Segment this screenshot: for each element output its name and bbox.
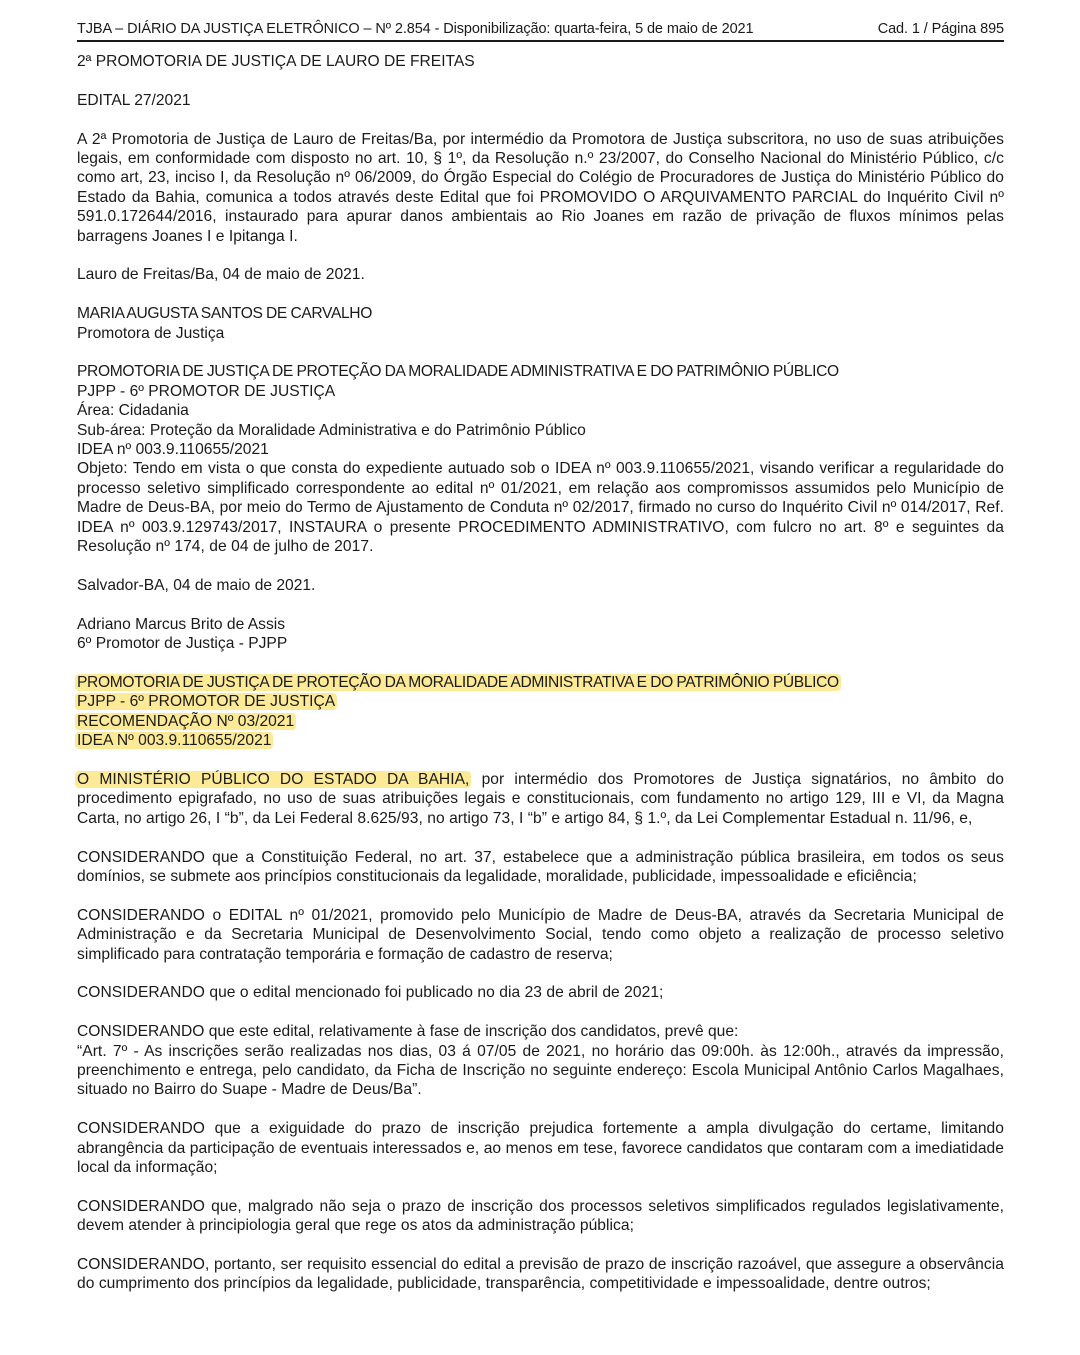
section3-title: PROMOTORIA DE JUSTIÇA DE PROTEÇÃO DA MORALIDADE ADMINISTRATIVA E DO PATRIMÔNIO PÚBLICO: [77, 673, 839, 691]
considerando-4-head: CONSIDERANDO que este edital, relativamente à fase de inscrição dos candidatos, prevê que:: [77, 1023, 739, 1041]
section2-signer-role: 6º Promotor de Justiça - PJPP: [77, 635, 288, 653]
document-body: [77, 42, 1004, 1294]
considerando-7: CONSIDERANDO, portanto, ser requisito essencial do edital a previsão de prazo de inscrição razoável, que assegure a observância do cumprimento dos princípios da legalidade, publicidade, transparência, competitividade e impessoalidade, dentre outros;: [77, 1255, 1004, 1293]
section1-signer-name: MARIA AUGUSTA SANTOS DE CARVALHO: [77, 305, 373, 323]
section3-recomendacao: RECOMENDAÇÃO Nº 03/2021: [77, 712, 295, 730]
section2-place-date: Salvador-BA, 04 de maio de 2021.: [77, 576, 316, 594]
section2-subarea: Sub-área: Proteção da Moralidade Administrativa e do Patrimônio Público: [77, 421, 586, 439]
section2-title: PROMOTORIA DE JUSTIÇA DE PROTEÇÃO DA MORALIDADE ADMINISTRATIVA E DO PATRIMÔNIO PÚBLICO: [77, 363, 839, 381]
section1-signer-role: Promotora de Justiça: [77, 324, 225, 342]
section2-idea: IDEA nº 003.9.110655/2021: [77, 441, 269, 459]
section3-heading: [77, 673, 1004, 751]
header-publication: TJBA – DIÁRIO DA JUSTIÇA ELETRÔNICO – Nº 2.854 - Disponibilização: quarta-feira, 5 de maio de 2021: [77, 21, 754, 37]
section3-intro-highlight: O MINISTÉRIO PÚBLICO DO ESTADO DA BAHIA,: [77, 770, 470, 788]
section2-subtitle: PJPP - 6º PROMOTOR DE JUSTIÇA: [77, 382, 336, 400]
section1-signature: [77, 304, 1004, 343]
section3-intro: [77, 770, 1004, 828]
section3-idea: IDEA Nº 003.9.110655/2021: [77, 732, 272, 750]
section2-signer-name: Adriano Marcus Brito de Assis: [77, 615, 286, 633]
page-header: [77, 20, 1004, 42]
considerando-6: CONSIDERANDO que, malgrado não seja o prazo de inscrição dos processos seletivos simplificados regulados legislativamente, devem atender à principiologia geral que rege os atos da administração pública;: [77, 1197, 1004, 1235]
section2-signature: [77, 615, 1004, 654]
section1-place-date: Lauro de Freitas/Ba, 04 de maio de 2021.: [77, 266, 365, 284]
section2-area: Área: Cidadania: [77, 402, 189, 420]
section3-intro-rest: por intermédio dos Promotores de Justiça signatários, no âmbito do procedimento epigrafado, no uso de suas atribuições legais e constitucionais, com fundamento no artigo 129, III e VI, da Magna Carta, no artigo 26, I “b”, da Lei Federal 8.625/93, no artigo 73, I “b” e artigo 84, § 1.º, da Lei Complementar Estadual n. 11/96, e,: [77, 770, 1004, 827]
section1-body: A 2ª Promotoria de Justiça de Lauro de Freitas/Ba, por intermédio da Promotora de Justiça subscritora, no uso de suas atribuições legais, em conformidade com disposto no art. 10, § 1º, da Resolução n.º 23/2007, do Conselho Nacional do Ministério Público, c/c como art, 23, inciso I, da Resolução nº 06/2009, do Órgão Especial do Colégio de Procuradores de Justiça do Ministério Público do Estado da Bahia, comunica a todos através deste Edital que foi PROMOVIDO O ARQUIVAMENTO PARCIAL do Inquérito Civil nº 591.0.172644/2016, instaurado para apurar danos ambientais ao Rio Joanes em razão de privação de fluxos mínimos pelas barragens Joanes I e Ipitanga I.: [77, 130, 1004, 245]
considerando-4-quote: “Art. 7º - As inscrições serão realizadas nos dias, 03 á 07/05 de 2021, no horário das 09:00h. às 12:00h., através da impressão, preenchimento e entrega, pelo candidato, da Ficha de Inscrição no seguinte endereço: Escola Municipal Antônio Carlos Magalhaes, situado no Bairro do Suape - Madre de Deus/Ba”.: [77, 1042, 1004, 1099]
section2-objeto: Objeto: Tendo em vista o que consta do expediente autuado sob o IDEA nº 003.9.110655/2021, visando verificar a regularidade do processo seletivo simplificado correspondente ao edital nº 01/2021, em relação aos compromissos assumidos pelo Município de Madre de Deus-BA, por meio do Termo de Ajustamento de Conduta nº 02/2017, firmado no curso do Inquérito Civil nº 014/2017, Ref. IDEA nº 003.9.129743/2017, INSTAURA o presente PROCEDIMENTO ADMINISTRATIVO, com fulcro no art. 8º e seguintes da Resolução nº 174, de 04 de julho de 2017.: [77, 460, 1004, 556]
considerando-3: CONSIDERANDO que o edital mencionado foi publicado no dia 23 de abril de 2021;: [77, 984, 664, 1002]
considerando-2: CONSIDERANDO o EDITAL nº 01/2021, promovido pelo Município de Madre de Deus-BA, através da Secretaria Municipal de Administração e da Secretaria Municipal de Desenvolvimento Social, tendo como objeto a realização de processo seletivo simplificado para contratação temporária e formação de cadastro de reserva;: [77, 906, 1004, 963]
considerando-1: CONSIDERANDO que a Constituição Federal, no art. 37, estabelece que a administração pública brasileira, em todos os seus domínios, se submete aos princípios constitucionais da legalidade, moralidade, publicidade, impessoalidade e eficiência;: [77, 848, 1004, 885]
considerando-4: [77, 1022, 1004, 1100]
section3-subtitle: PJPP - 6º PROMOTOR DE JUSTIÇA: [77, 693, 336, 711]
section1-edital: EDITAL 27/2021: [77, 91, 191, 109]
considerando-5: CONSIDERANDO que a exiguidade do prazo de inscrição prejudica fortemente a ampla divulgação do certame, limitando abrangência da participação de eventuais interessados e, ao menos em tese, favorece candidatos que contaram com a imediatidade local da informação;: [77, 1120, 1004, 1176]
section2-heading: [77, 362, 1004, 556]
section1-title: 2ª PROMOTORIA DE JUSTIÇA DE LAURO DE FREITAS: [77, 53, 475, 70]
header-page-number: Cad. 1 / Página 895: [877, 21, 1004, 37]
